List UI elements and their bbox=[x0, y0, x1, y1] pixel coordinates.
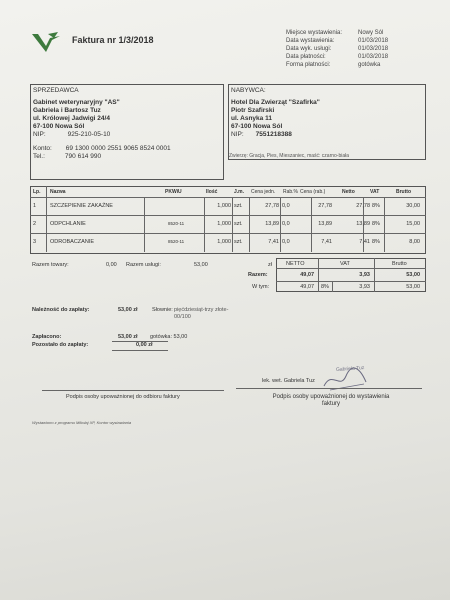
item-row-3-price-after-discount: 7,41 bbox=[321, 239, 332, 245]
buyer-nip-row bbox=[231, 131, 423, 139]
receiver-caption: Podpis osoby upoważnionej do odbioru faktury bbox=[66, 394, 180, 400]
item-row-1-discount: 0,0 bbox=[282, 203, 290, 209]
buyer-name2: Piotr Szafirski bbox=[231, 107, 275, 114]
seller-konto-label: Konto: bbox=[33, 145, 52, 152]
razem-vat: 3,93 bbox=[359, 272, 370, 278]
paid-label: Zapłacono: bbox=[32, 334, 62, 340]
left-amount: 0,00 zł bbox=[136, 342, 153, 348]
buyer-note: Zwierzę: Gracja, Pies, Mieszaniec, maść: czarno-biała bbox=[229, 153, 350, 159]
seller-tel-label: Tel.: bbox=[33, 153, 45, 160]
seller-street: ul. Królowej Jadwigi 24/4 bbox=[33, 115, 110, 122]
buyer-nip-label: NIP: bbox=[231, 131, 244, 138]
item-row-2-unit-price: 13,89 bbox=[265, 221, 279, 227]
signature-stamp: Gabriela Tuz bbox=[335, 365, 365, 373]
left-label: Pozostało do zapłaty: bbox=[32, 342, 89, 348]
wtym-netto: 49,07 bbox=[300, 284, 314, 290]
th-netto: Netto bbox=[342, 189, 355, 195]
seller-tel: 790 614 990 bbox=[64, 153, 102, 160]
item-row-1-vat-rate: 8% bbox=[372, 203, 380, 209]
th-rab: Rab.% bbox=[283, 189, 299, 195]
th-cena-jedn: Cena jedn. bbox=[251, 189, 276, 195]
buyer-block bbox=[231, 87, 423, 139]
seller-nip: 925-210-05-10 bbox=[67, 131, 111, 138]
item-row-2-discount: 0,0 bbox=[282, 221, 290, 227]
issuer-caption: Podpis osoby upoważnionej do wystawienia faktury bbox=[272, 394, 390, 407]
item-row-3-qty: 1,000 bbox=[217, 239, 231, 245]
th-nazwa: Nazwa bbox=[50, 189, 66, 195]
buyer-heading: NABYWCA: bbox=[231, 87, 266, 94]
item-row-1-unit: szt. bbox=[234, 203, 243, 209]
item-row-2-qty: 1,000 bbox=[217, 221, 231, 227]
razem-label: Razem: bbox=[248, 272, 268, 278]
seller-konto: 69 1300 0000 2551 9065 8524 0001 bbox=[65, 145, 171, 152]
item-row-1-unit-price: 27,78 bbox=[265, 203, 279, 209]
item-row-2-price-after-discount: 13,89 bbox=[318, 221, 332, 227]
razem-uslugi-label: Razem usługi: bbox=[126, 262, 161, 268]
words-label: Słownie: bbox=[152, 307, 173, 313]
item-row-3-unit-price: 7,41 bbox=[268, 239, 279, 245]
razem-uslugi: 53,00 bbox=[194, 262, 208, 268]
item-row-3-unit: szt. bbox=[234, 239, 243, 245]
item-row-1-qty: 1,000 bbox=[217, 203, 231, 209]
buyer-nip: 7551218388 bbox=[255, 131, 292, 138]
th-ilosc: Ilość bbox=[206, 189, 218, 195]
seller-heading: SPRZEDAWCA bbox=[33, 87, 79, 94]
item-row-1-name: SZCZEPIENIE ZAKAŹNE bbox=[50, 203, 113, 209]
totals-brutto-header: Brutto bbox=[392, 261, 407, 267]
totals-netto-header: NETTO bbox=[286, 261, 305, 267]
razem-netto: 49,07 bbox=[300, 272, 314, 278]
seller-nip-row bbox=[33, 131, 221, 139]
razem-towary: 0,00 bbox=[106, 262, 117, 268]
item-row-3-name: ODROBACZANIE bbox=[50, 239, 95, 245]
item-row-3-gross: 8,00 bbox=[409, 239, 420, 245]
item-row-3-discount: 0,0 bbox=[282, 239, 290, 245]
item-row-3-lp: 3 bbox=[33, 239, 37, 245]
item-row-1-lp: 1 bbox=[33, 203, 37, 209]
th-pkwiu: PKWiU bbox=[165, 189, 182, 195]
razem-towary-label: Razem towary: bbox=[32, 262, 69, 268]
item-row-1-price-after-discount: 27,78 bbox=[318, 203, 332, 209]
invoice-title: Faktura nr 1/3/2018 bbox=[72, 35, 154, 45]
razem-brutto: 53,00 bbox=[406, 272, 420, 278]
invoice-page: Faktura nr 1/3/2018 Miejsce wystawienia: Nowy Sól Data wystawienia: 01/03/2018 Data wyk. usługi: 01/03/2018 Data płatności: 01/03/2018 Forma płatności: gotówka SPRZEDAWCA Gabinet weterynaryjny "AS" Gabriela i Bartosz Tuz ul. Królowej Jadwigi 24/4 67-100 Nowa Sól NIP: 925-210-05-10 Konto: 69 1300 0000 2551 9065 8524 0001 Tel.: 790 614 990 NABYWCA: Hotel Dla Zwierząt "Szafirka" Piotr Szafirski ul. Asnyka 11 67-100 Nowa Sól NIP: 7551218388 Zwierzę: Gracja, Pies, Mieszaniec, maść: czarno-biała Lp. Nazwa PKWiU Ilość J.m. Cena jedn. Rab.% Cena (rab.) Netto VAT Brutto 1 SZCZEPIENIE ZAKAŹNE 1,000 szt. 27,78 0,0 27,78 27,78 8% 30,00 2 ODPCHLANIE 8520-11 1,000 szt. 13,89 0,0 13,89 13,89 8% 15,00 3 ODROBACZANIE 8520-11 1,000 szt. 7,41 0,0 7,41 7,41 8% 8,00 Razem towary: 0,00 Razem usługi: 53,00 zł NETTO VAT Brutto Razem: 49,07 3,93 53,00 W tym: 49,07 8% 3,93 53,00 Należność do zapłaty: 53,00 zł Słownie: pięćdziesiąt-trzy złote- 00/100 Zapłacono: 53,00 zł gotówka: 53,00 Pozostało do zapłaty: 0,00 zł lek. wet. Gabriela Tuz Gabriela Tuz Podpis osoby upoważnionej do odbioru faktury Podpis osoby upoważnionej do wystawienia faktury Wystawiono z programu Mikołaj XP, Kontor wystawiania bbox=[0, 0, 450, 600]
buyer-name1: Hotel Dla Zwierząt "Szafirka" bbox=[231, 99, 320, 106]
item-row-2-lp: 2 bbox=[33, 221, 37, 227]
words-amount: pięćdziesiąt-trzy złote- bbox=[174, 307, 229, 313]
handwritten-signature-icon bbox=[320, 364, 370, 394]
item-row-3-net: 7,41 bbox=[359, 239, 370, 245]
currency-label: zł bbox=[268, 262, 272, 268]
due-label: Należność do zapłaty: bbox=[32, 307, 90, 313]
vet-logo-icon bbox=[30, 30, 64, 56]
item-row-3-vat-rate: 8% bbox=[372, 239, 380, 245]
item-row-1-gross: 30,00 bbox=[406, 203, 420, 209]
item-row-2-gross: 15,00 bbox=[406, 221, 420, 227]
footer-note: Wystawiono z programu Mikołaj XP, Kontor wystawiania bbox=[32, 420, 132, 425]
paid-amount: 53,00 zł bbox=[118, 334, 138, 340]
wtym-rate: 8% bbox=[321, 284, 329, 290]
seller-city: 67-100 Nowa Sól bbox=[33, 123, 85, 130]
item-row-3-pkwiu: 8520-11 bbox=[168, 239, 185, 244]
seller-block bbox=[33, 87, 221, 161]
item-row-2-net: 13,89 bbox=[356, 221, 370, 227]
th-brutto: Brutto bbox=[396, 189, 411, 195]
th-lp: Lp. bbox=[33, 189, 41, 195]
seller-konto-row bbox=[33, 145, 221, 153]
item-row-2-unit: szt. bbox=[234, 221, 243, 227]
buyer-city: 67-100 Nowa Sól bbox=[231, 123, 283, 130]
totals-vat-header: VAT bbox=[340, 261, 350, 267]
wtym-vat: 3,93 bbox=[359, 284, 370, 290]
seller-nip-label: NIP: bbox=[33, 131, 46, 138]
due-amount: 53,00 zł bbox=[118, 307, 138, 313]
words-amount-cents: 00/100 bbox=[174, 314, 191, 320]
item-row-2-pkwiu: 8520-11 bbox=[168, 221, 185, 226]
issuer-name: lek. wet. Gabriela Tuz bbox=[262, 378, 315, 384]
item-row-1-net: 27,78 bbox=[356, 203, 370, 209]
th-cena-rab: Cena (rab.) bbox=[300, 189, 326, 195]
item-row-2-vat-rate: 8% bbox=[372, 221, 380, 227]
wtym-label: W tym: bbox=[252, 284, 270, 290]
th-jm: J.m. bbox=[234, 189, 245, 195]
wtym-brutto: 53,00 bbox=[406, 284, 420, 290]
seller-name2: Gabriela i Bartosz Tuz bbox=[33, 107, 101, 114]
th-vat: VAT bbox=[370, 189, 380, 195]
paid-note: gotówka: 53,00 bbox=[150, 334, 188, 340]
item-row-2-name: ODPCHLANIE bbox=[50, 221, 86, 227]
buyer-street: ul. Asnyka 11 bbox=[231, 115, 272, 122]
seller-tel-row bbox=[33, 153, 221, 161]
seller-name1: Gabinet weterynaryjny "AS" bbox=[33, 99, 120, 106]
